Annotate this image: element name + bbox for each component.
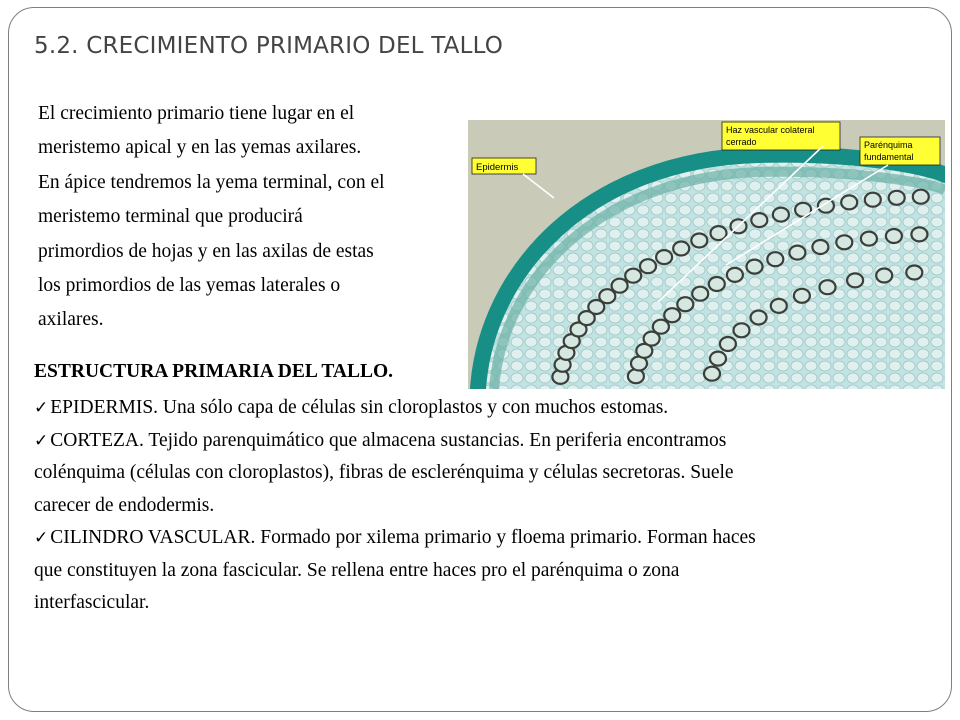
vascular-bundle: [599, 289, 615, 303]
vascular-bundle: [656, 250, 672, 264]
item-text: CILINDRO VASCULAR. Formado por xilema primario y floema primario. Forman haces: [50, 527, 756, 548]
vascular-bundle: [727, 268, 743, 282]
item-text: colénquima (células con cloroplastos), fibras de esclerénquima y células secretoras. Suele: [34, 462, 734, 483]
checkmark-icon: ✓: [34, 528, 49, 548]
checkmark-icon: ✓: [34, 398, 49, 418]
vascular-bundle: [653, 320, 669, 334]
checkmark-icon: ✓: [34, 430, 49, 451]
intro-line: los primordios de las yemas laterales o: [38, 275, 341, 297]
slide-title: 5.2. CRECIMIENTO PRIMARIO DEL TALLO: [34, 33, 504, 59]
stem-cross-section-micrograph: [468, 120, 945, 389]
vascular-bundle: [710, 352, 726, 366]
vascular-bundle: [889, 191, 905, 205]
vascular-bundle: [906, 266, 922, 280]
intro-line: axilares.: [38, 309, 104, 331]
intro-line: En ápice tendremos la yema terminal, con el: [38, 171, 385, 193]
vascular-bundle: [820, 280, 836, 294]
svg-text:Haz vascular colateral: Haz vascular colateral: [726, 125, 815, 135]
vascular-bundle: [812, 240, 828, 254]
list-item-cilindro-vascular: [34, 522, 914, 620]
item-text: EPIDERMIS. Una sólo capa de células sin cloroplastos y con muchos estomas.: [50, 397, 669, 418]
item-text: carecer de endodermis.: [34, 494, 215, 516]
item-text: que constituyen la zona fascicular. Se rellena entre haces pro el parénquima o zona: [34, 559, 680, 581]
vascular-bundle: [709, 277, 725, 291]
intro-paragraph: [38, 97, 478, 338]
vascular-bundle: [847, 273, 863, 287]
vascular-bundle: [767, 252, 783, 266]
vascular-bundle: [886, 229, 902, 243]
intro-line: meristemo apical y en las yemas axilares.: [38, 137, 362, 159]
intro-line: El crecimiento primario tiene lugar en el: [38, 103, 355, 124]
vascular-bundle: [711, 226, 727, 240]
svg-text:fundamental: fundamental: [864, 152, 914, 162]
item-text: CORTEZA. Tejido parenquimático que almacena sustancias. En periferia encontramos: [50, 429, 727, 451]
list-item-epidermis: [34, 392, 914, 425]
vascular-bundle: [789, 246, 805, 260]
structure-list: [34, 392, 914, 620]
vascular-bundle: [771, 299, 787, 313]
list-item-corteza: [34, 425, 914, 523]
vascular-bundle: [913, 190, 929, 204]
vascular-bundle: [692, 287, 708, 301]
vascular-bundle: [773, 208, 789, 222]
vascular-bundle: [794, 289, 810, 303]
vascular-bundle: [612, 279, 628, 293]
item-text: interfascicular.: [34, 592, 150, 613]
micrograph-svg: [468, 120, 945, 389]
intro-line: primordios de hojas y en las axilas de estas: [38, 240, 374, 262]
vascular-bundle: [734, 323, 750, 337]
vascular-bundle: [751, 311, 767, 325]
vascular-bundle: [911, 227, 927, 241]
vascular-bundle: [691, 234, 707, 248]
vascular-bundle: [673, 242, 689, 256]
vascular-bundle: [720, 337, 736, 351]
vascular-bundle: [751, 213, 767, 227]
vascular-bundle: [865, 193, 881, 207]
svg-text:Epidermis: Epidermis: [476, 162, 519, 173]
vascular-bundle: [836, 235, 852, 249]
vascular-bundle: [677, 297, 693, 311]
vascular-bundle: [664, 308, 680, 322]
vascular-bundle: [841, 195, 857, 209]
vascular-bundle: [704, 367, 720, 381]
vascular-bundle: [861, 232, 877, 246]
vascular-bundle: [625, 269, 641, 283]
vascular-bundle: [640, 259, 656, 273]
svg-text:Parénquima: Parénquima: [864, 140, 913, 150]
intro-line: meristemo terminal que producirá: [38, 206, 303, 228]
vascular-bundle: [876, 269, 892, 283]
svg-text:cerrado: cerrado: [726, 137, 757, 147]
section-heading: ESTRUCTURA PRIMARIA DEL TALLO.: [34, 361, 394, 382]
vascular-bundle: [747, 260, 763, 274]
